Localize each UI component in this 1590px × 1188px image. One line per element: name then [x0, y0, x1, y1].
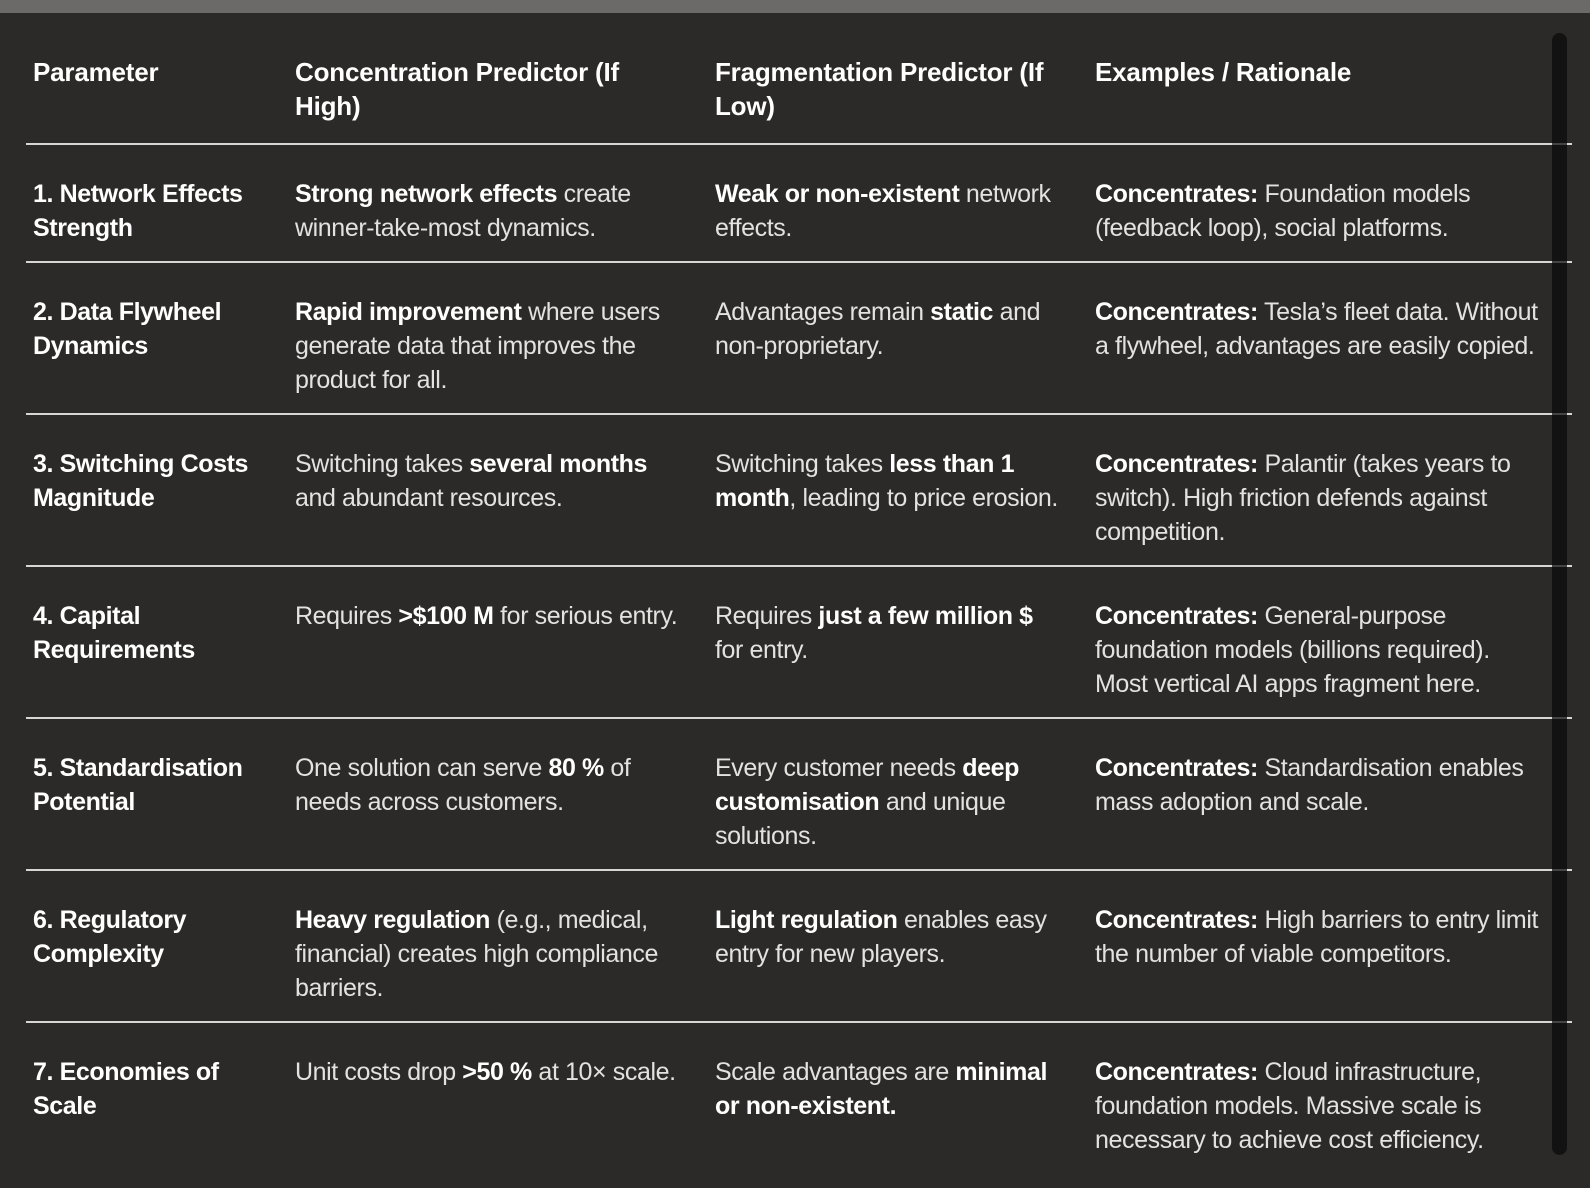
document-view [0, 13, 1590, 1173]
cell-fragmentation: Requires just a few million $ for entry. [715, 602, 1033, 664]
cell-examples: Concentrates: Foundation models (feedback loop), social platforms. [1095, 180, 1471, 242]
cell-concentration: Requires >$100 M for serious entry. [295, 602, 678, 630]
table-row [26, 566, 1572, 718]
table-row [26, 1022, 1572, 1173]
cell-concentration: Heavy regulation (e.g., medical, financial) creates high compliance barriers. [295, 906, 658, 1002]
column-header-concentration: Concentration Predictor (If High) [295, 57, 619, 121]
cell-parameter: 4. Capital Requirements [33, 602, 195, 664]
column-header-fragmentation: Fragmentation Predictor (If Low) [715, 57, 1044, 121]
cell-concentration: Switching takes several months and abundant resources. [295, 450, 648, 512]
table-row [26, 414, 1572, 566]
cell-fragmentation: Advantages remain static and non-proprietary. [715, 298, 1041, 360]
scrollbar-thumb[interactable] [1552, 33, 1567, 1155]
cell-examples: Concentrates: Standardisation enables mass adoption and scale. [1095, 754, 1524, 816]
cell-parameter: 3. Switching Costs Magnitude [33, 450, 249, 512]
column-header-examples: Examples / Rationale [1095, 57, 1352, 87]
cell-examples: Concentrates: General-purpose foundation models (billions required). Most vertical AI apps fragment here. [1095, 602, 1490, 698]
table-row [26, 718, 1572, 870]
table-row [26, 144, 1572, 262]
cell-parameter: 6. Regulatory Complexity [33, 906, 187, 968]
cell-examples: Concentrates: Cloud infrastructure, foundation models. Massive scale is necessary to achieve cost efficiency. [1095, 1058, 1484, 1154]
cell-parameter: 2. Data Flywheel Dynamics [33, 298, 222, 360]
cell-fragmentation: Switching takes less than 1 month, leading to price erosion. [715, 450, 1058, 512]
column-header-parameter: Parameter [33, 57, 159, 87]
cell-examples: Concentrates: Palantir (takes years to switch). High friction defends against competition. [1095, 450, 1511, 546]
window-top-bar [0, 0, 1590, 13]
cell-fragmentation: Weak or non-existent network effects. [715, 180, 1051, 242]
comparison-table [26, 13, 1572, 1173]
cell-fragmentation: Every customer needs deep customisation and unique solutions. [715, 754, 1020, 850]
table-body [26, 144, 1572, 1173]
cell-examples: Concentrates: High barriers to entry limit the number of viable competitors. [1095, 906, 1539, 968]
cell-parameter: 5. Standardisation Potential [33, 754, 243, 816]
cell-concentration: Unit costs drop >50 % at 10× scale. [295, 1058, 676, 1086]
cell-fragmentation: Scale advantages are minimal or non-existent. [715, 1058, 1048, 1120]
cell-concentration: Rapid improvement where users generate data that improves the product for all. [295, 298, 660, 394]
cell-parameter: 7. Economies of Scale [33, 1058, 219, 1120]
cell-concentration: One solution can serve 80 % of needs across customers. [295, 754, 631, 816]
table-header-row [26, 13, 1572, 144]
table-row [26, 870, 1572, 1022]
cell-examples: Concentrates: Tesla’s fleet data. Without a flywheel, advantages are easily copied. [1095, 298, 1538, 360]
table-row [26, 262, 1572, 414]
cell-concentration: Strong network effects create winner-take-most dynamics. [295, 180, 631, 242]
cell-fragmentation: Light regulation enables easy entry for new players. [715, 906, 1047, 968]
cell-parameter: 1. Network Effects Strength [33, 180, 243, 242]
